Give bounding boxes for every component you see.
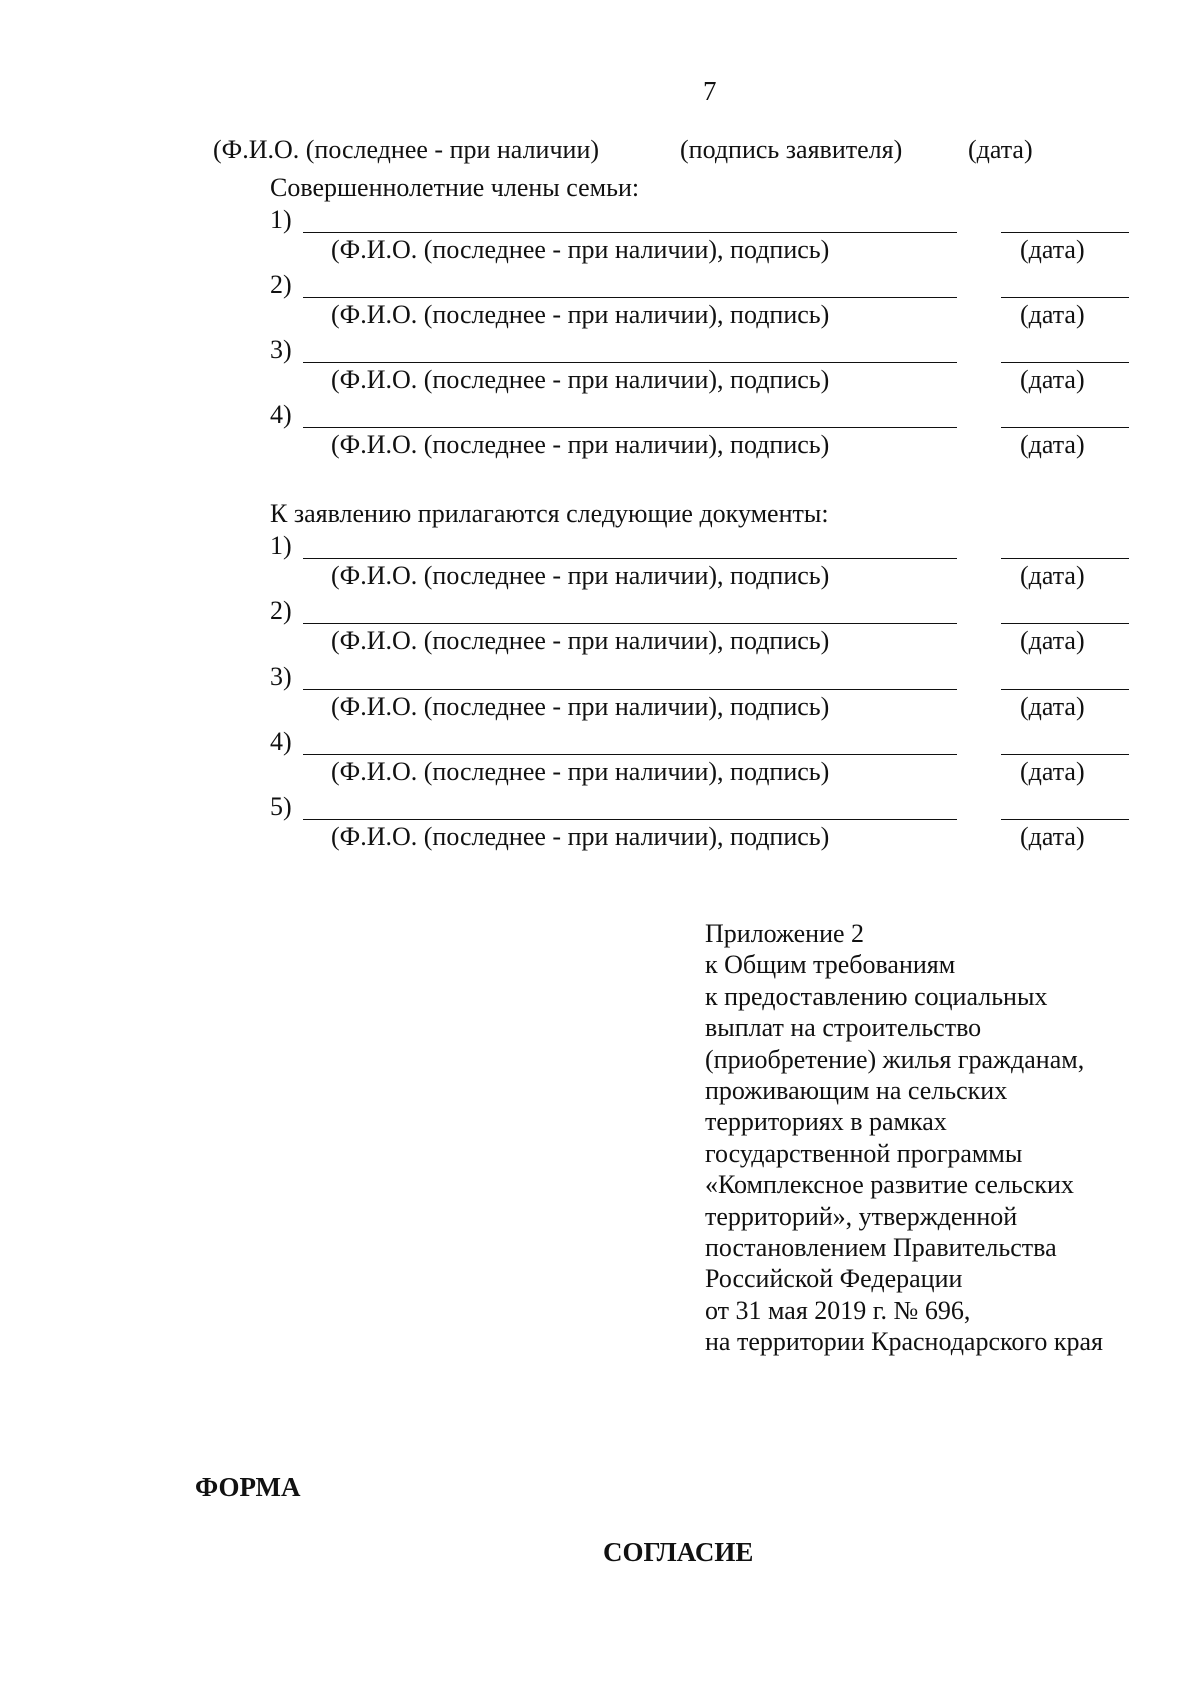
- date-blank-line: [1001, 623, 1129, 624]
- appendix-line: «Комплексное развитие сельских: [705, 1170, 1074, 1200]
- signature-blank-line: [303, 689, 957, 690]
- row-number: 3): [270, 335, 292, 364]
- date-blank-line: [1001, 232, 1129, 233]
- date-blank-line: [1001, 558, 1129, 559]
- applicant-fio-caption: (Ф.И.О. (последнее - при наличии): [213, 135, 600, 164]
- date-blank-line: [1001, 689, 1129, 690]
- row-date-caption: (дата): [1020, 822, 1085, 852]
- page-number: 7: [703, 76, 717, 106]
- appendix-line: к Общим требованиям: [705, 950, 956, 980]
- applicant-date-caption: (дата): [968, 135, 1033, 164]
- row-caption: (Ф.И.О. (последнее - при наличии), подпись): [331, 626, 830, 656]
- row-caption: (Ф.И.О. (последнее - при наличии), подпись): [331, 561, 830, 590]
- form-label: ФОРМА: [195, 1472, 301, 1502]
- row-number: 5): [270, 792, 292, 822]
- appendix-line: к предоставлению социальных: [705, 981, 1048, 1011]
- appendix-line: на территории Краснодарского края: [705, 1327, 1103, 1357]
- family-heading: Совершеннолетние члены семьи:: [270, 173, 640, 202]
- signature-blank-line: [303, 232, 957, 233]
- appendix-line: Приложение 2: [705, 919, 865, 948]
- signature-blank-line: [303, 362, 957, 363]
- row-date-caption: (дата): [1020, 561, 1085, 590]
- date-blank-line: [1001, 819, 1129, 820]
- row-number: 1): [270, 531, 292, 560]
- signature-blank-line: [303, 297, 957, 298]
- signature-blank-line: [303, 754, 957, 755]
- row-caption: (Ф.И.О. (последнее - при наличии), подпись): [331, 691, 830, 721]
- appendix-line: выплат на строительство: [705, 1013, 982, 1043]
- row-caption: (Ф.И.О. (последнее - при наличии), подпись): [331, 300, 830, 329]
- appendix-line: Российской Федерации: [705, 1264, 963, 1294]
- date-blank-line: [1001, 754, 1129, 755]
- row-date-caption: (дата): [1020, 691, 1085, 721]
- date-blank-line: [1001, 362, 1129, 363]
- signature-blank-line: [303, 623, 957, 624]
- appendix-line: от 31 мая 2019 г. № 696,: [705, 1295, 971, 1325]
- appendix-line: государственной программы: [705, 1138, 1023, 1168]
- applicant-signature-caption: (подпись заявителя): [680, 135, 903, 164]
- date-blank-line: [1001, 297, 1129, 298]
- row-number: 4): [270, 400, 292, 429]
- row-date-caption: (дата): [1020, 430, 1085, 459]
- row-date-caption: (дата): [1020, 300, 1085, 329]
- consent-title: СОГЛАСИЕ: [603, 1537, 754, 1567]
- appendix-reference: [705, 918, 1185, 1358]
- signature-blank-line: [303, 558, 957, 559]
- row-date-caption: (дата): [1020, 365, 1085, 394]
- appendix-line: проживающим на сельских: [705, 1076, 1008, 1106]
- appendix-line: территорий», утвержденной: [705, 1201, 1018, 1231]
- row-date-caption: (дата): [1020, 756, 1085, 786]
- row-number: 4): [270, 726, 292, 756]
- signature-blank-line: [303, 427, 957, 428]
- appendix-line: постановлением Правительства: [705, 1233, 1057, 1263]
- appendix-line: (приобретение) жилья гражданам,: [705, 1044, 1085, 1074]
- row-number: 2): [270, 270, 292, 299]
- row-caption: (Ф.И.О. (последнее - при наличии), подпись): [331, 430, 830, 459]
- row-date-caption: (дата): [1020, 626, 1085, 656]
- row-caption: (Ф.И.О. (последнее - при наличии), подпись): [331, 235, 830, 264]
- row-number: 3): [270, 661, 292, 691]
- row-number: 1): [270, 205, 292, 234]
- documents-heading: К заявлению прилагаются следующие документы:: [270, 499, 829, 528]
- row-number: 2): [270, 596, 292, 626]
- row-caption: (Ф.И.О. (последнее - при наличии), подпись): [331, 756, 830, 786]
- row-date-caption: (дата): [1020, 235, 1085, 264]
- signature-blank-line: [303, 819, 957, 820]
- row-caption: (Ф.И.О. (последнее - при наличии), подпись): [331, 365, 830, 394]
- row-caption: (Ф.И.О. (последнее - при наличии), подпись): [331, 822, 830, 852]
- date-blank-line: [1001, 427, 1129, 428]
- appendix-line: территориях в рамках: [705, 1107, 947, 1137]
